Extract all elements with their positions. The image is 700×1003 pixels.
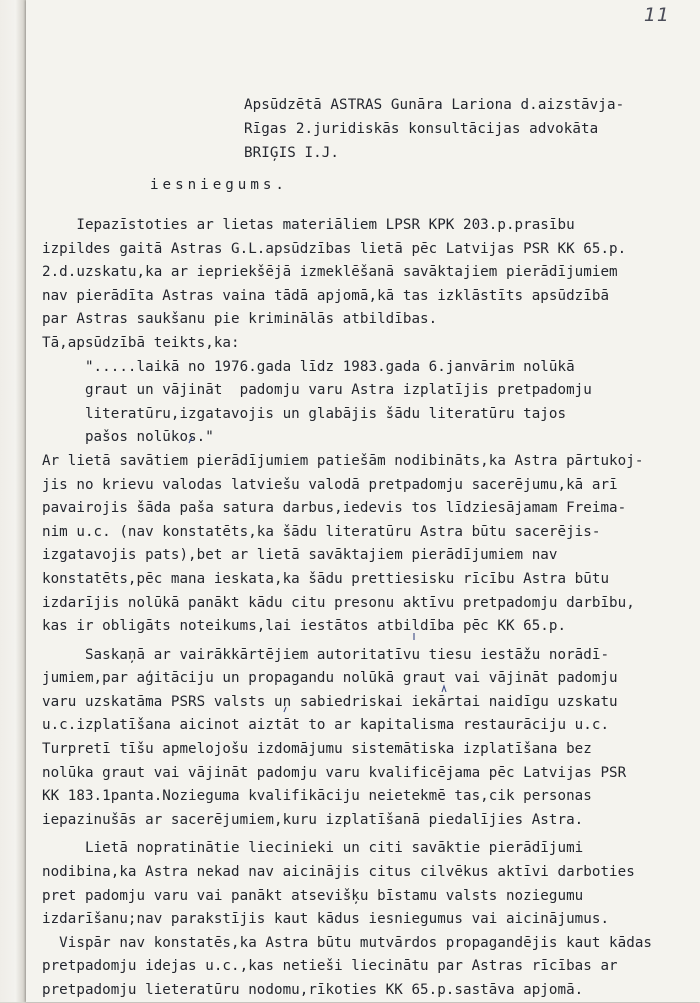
text-line: Turpretī tīšu apmelojošu izdomājumu sistemātiska izplatīšana bez xyxy=(42,741,592,758)
text-line: izdarīšanu;nav parakstījis kaut kādus iesniegumus vai aicinājumus. xyxy=(42,911,610,928)
quote-line: literatūru,izgatavojis un glabājis šādu literatūru tajos xyxy=(42,405,567,422)
quote-line: graut un vājināt padomju varu Astra izplatījis pretpadomju xyxy=(42,382,592,399)
document-title: iesniegums. xyxy=(150,177,288,193)
quote-line: pašos nolūkos." xyxy=(42,429,214,446)
text-line: varu uzskatāma PSRS valsts un sabiedriskai iekārtai naidīgu uzskatu xyxy=(42,693,618,710)
text-line: Iepazīstoties ar lietas materiāliem LPSR KPK 203.p.prasību xyxy=(42,217,575,233)
text-line: Vispār nav konstatēs,ka Astra būtu mutvārdos propagandējis kaut kādas xyxy=(42,934,653,951)
document-body xyxy=(42,214,692,1003)
document-page xyxy=(26,0,700,1002)
header-line: Apsūdzētā ASTRAS Gunāra Lariona d.aizstāvja- xyxy=(244,97,625,113)
text-line: jumiem,par aģitāciju un propagandu nolūkā graut vai vājināt padomju xyxy=(42,670,618,687)
text-line: nav pierādīta Astras vaina tādā apjomā,kā tas izklāstīts apsūdzībā xyxy=(42,287,610,304)
text-line: Lietā nopratinātie liecinieki un citi savāktie pierādījumi xyxy=(42,840,584,857)
quote-line: ".....laikā no 1976.gada līdz 1983.gada 6.janvārim nolūkā xyxy=(42,358,575,375)
header-line: Rīgas 2.juridiskās konsultācijas advokāta xyxy=(244,121,599,137)
text-line: KK 183.1panta.Nozieguma kvalifikāciju neietekmē tas,cik personas xyxy=(42,788,592,805)
text-line: nim u.c. (nav konstatēts,ka šādu literatūru Astra būtu sacerējis- xyxy=(42,523,601,540)
text-line: pretpadomju idejas u.c.,kas netieši liecinātu par Astras rīcības ar xyxy=(42,958,618,975)
text-line: kas ir obligāts noteikums,lai iestātos atbildība pēc KK 65.p. xyxy=(42,618,567,635)
text-line: nolūka graut vai vājināt padomju varu kvalificējama pēc Latvijas PSR xyxy=(42,764,627,781)
text-line: par Astras saukšanu pie kriminālās atbildības. xyxy=(42,311,438,328)
header-line: BRIĢIS I.J. xyxy=(244,145,340,161)
text-line: pret padomju varu vai panākt atsevišķu bīstamu valsts noziegumu xyxy=(42,887,584,904)
text-line: 2.d.uzskatu,ka ar iepriekšējā izmeklēšanā savāktajiem pierādījumiem xyxy=(42,264,618,281)
text-line: konstatēts,pēc mana ieskata,ka šādu prettiesisku rīcību Astra būtu xyxy=(42,570,610,587)
text-line: iepazinušās ar sacerējumiem,kuru izplatīšanā piedalījies Astra. xyxy=(42,811,584,828)
text-line: Ar lietā savātiem pierādījumiem patiešām nodibināts,ka Astra pārtukoj- xyxy=(42,452,644,469)
text-line: u.c.izplatīšana aicinot aiztāt to ar kapitalisma restaurāciju u.c. xyxy=(42,717,610,734)
text-line: izdarījis nolūkā panākt kādu citu presonu aktīvu pretpadomju darbību, xyxy=(42,594,635,611)
text-line: nodibina,ka Astra nekad nav aicinājis citus cilvēkus aktīvi darboties xyxy=(42,864,635,881)
binding-gutter xyxy=(0,0,26,1002)
text-line: izpildes gaitā Astras G.L.apsūdzības lietā pēc Latvijas PSR KK 65.p. xyxy=(42,240,627,257)
text-line: pavairojis šāda paša satura darbus,iedevis tos līdziesājamam Freima- xyxy=(42,500,627,517)
text-line: Saskaņā ar vairākkārtējiem autoritatīvu tiesu iestāžu norādī- xyxy=(42,646,610,663)
page-number: 11 xyxy=(643,4,670,26)
text-line: Tā,apsūdzībā teikts,ka: xyxy=(42,334,240,351)
text-line: jis no krievu valodas latviešu valodā pretpadomju sacerējumu,kā arī xyxy=(42,476,618,493)
text-line: izgatavojis pats),bet ar lietā savāktajiem pierādījumiem nav xyxy=(42,547,558,564)
document-header xyxy=(244,93,624,165)
text-line: pretpadomju lieteratūru nodomu,rīkoties KK 65.p.sastāva apjomā. xyxy=(42,982,584,998)
